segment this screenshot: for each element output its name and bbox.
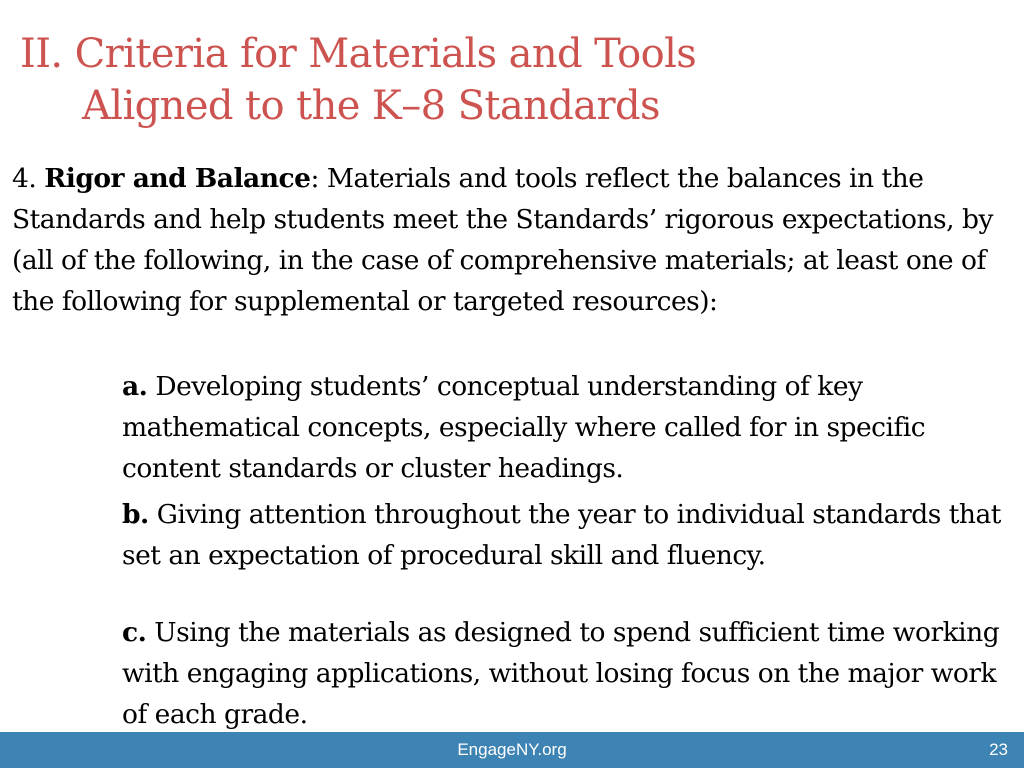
list-item-b bbox=[122, 494, 1012, 576]
title-line-2: Aligned to the K–8 Standards bbox=[82, 83, 660, 129]
criterion-text: : Materials and tools reflect the balances in the Standards and help students meet the Standards’ rigorous expectations, by (all of the following, in the case of comprehensive materials; at least one of the following for supplemental or targeted resources): bbox=[12, 163, 993, 317]
title-line-1: II. Criteria for Materials and Tools bbox=[20, 31, 697, 77]
criterion-intro bbox=[12, 158, 1012, 322]
item-letter: b. bbox=[122, 499, 149, 530]
footer-bar bbox=[0, 732, 1024, 768]
item-text: Giving attention throughout the year to individual standards that set an expectation of procedural skill and fluency. bbox=[122, 499, 1001, 571]
list-item-a bbox=[122, 366, 1012, 489]
list-item-c bbox=[122, 612, 1012, 735]
page-number: 23 bbox=[989, 740, 1008, 759]
item-letter: a. bbox=[122, 371, 148, 402]
criterion-number: 4. bbox=[12, 163, 37, 194]
footer-site: EngageNY.org bbox=[457, 740, 567, 759]
item-letter: c. bbox=[122, 617, 147, 648]
item-text: Developing students’ conceptual understanding of key mathematical concepts, especially where called for in specific content standards or cluster headings. bbox=[122, 371, 926, 484]
criterion-heading: Rigor and Balance bbox=[44, 163, 311, 194]
item-text: Using the materials as designed to spend sufficient time working with engaging applications, without losing focus on the major work of each grade. bbox=[122, 617, 1000, 730]
slide-title bbox=[20, 28, 1000, 132]
